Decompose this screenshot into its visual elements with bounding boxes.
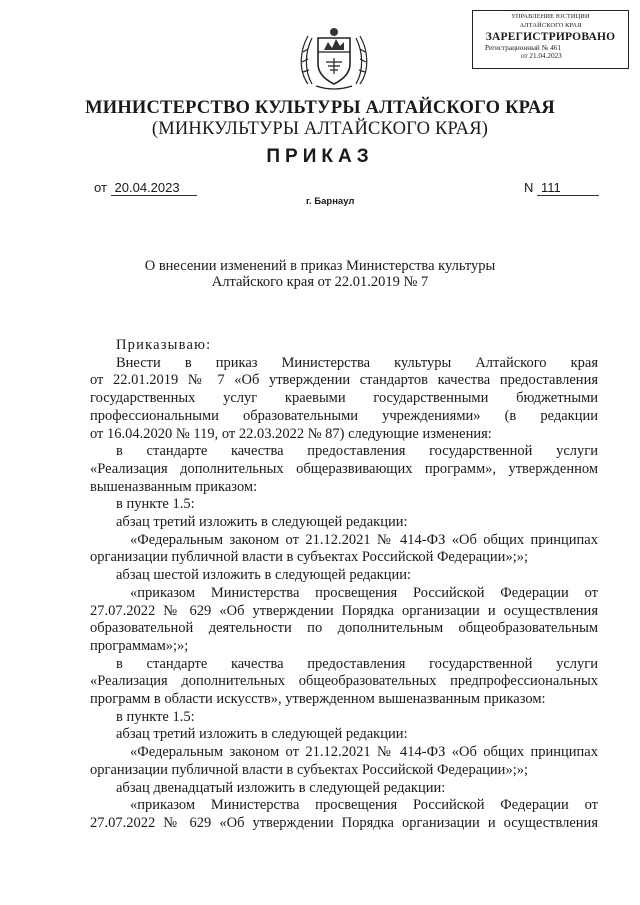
body-line: программ в области искусств», утвержденном вышеназванным приказом: <box>90 691 546 708</box>
body-line: абзац двенадцатый изложить в следующей редакции: <box>116 779 446 796</box>
stamp-org-line1: УПРАВЛЕНИЕ ЮСТИЦИИ <box>511 13 590 20</box>
body-line: Внести в приказ Министерства культуры Алтайского края <box>116 354 598 371</box>
body-line: абзац третий изложить в следующей редакции: <box>116 514 408 531</box>
date-value: 20.04.2023 <box>111 180 197 196</box>
body-line: образовательной деятельности по дополнительным общеобразовательным <box>90 620 598 637</box>
ministry-name: МИНИСТЕРСТВО КУЛЬТУРЫ АЛТАЙСКОГО КРАЯ <box>85 98 555 118</box>
order-date <box>94 180 197 196</box>
body-line: абзац шестой изложить в следующей редакции: <box>116 567 411 584</box>
body-line: вышеназванным приказом: <box>90 478 258 495</box>
body-line: «приказом Министерства просвещения Российской Федерации от <box>130 584 598 601</box>
stamp-org-line2: АЛТАЙСКОГО КРАЯ <box>519 22 582 29</box>
number-value: 111 <box>537 180 599 196</box>
body-line: программам»;»; <box>90 637 189 654</box>
city: г. Барнаул <box>306 196 355 207</box>
stamp-reg-number: Регистрационный № 461 <box>485 44 561 52</box>
body-line: 27.07.2022 № 629 «Об утверждении Порядка организации и осуществления <box>90 814 598 831</box>
registration-stamp <box>472 10 629 69</box>
body-line: «Реализация дополнительных общеобразовательных предпрофессиональных <box>90 673 598 690</box>
body-line: организации публичной власти в субъектах Российской Федерации»;»; <box>90 549 528 566</box>
body-line: профессиональными образовательными учреждениями» (в редакции <box>90 407 598 424</box>
body-line: в стандарте качества предоставления государственной услуги <box>116 655 598 672</box>
subject-line: О внесении изменений в приказ Министерства культуры <box>144 258 496 274</box>
body-line: Приказываю: <box>116 337 212 353</box>
document-type-title: ПРИКАЗ <box>266 146 374 167</box>
stamp-status: ЗАРЕГИСТРИРОВАНО <box>485 31 616 43</box>
body-line: «Федеральным законом от 21.12.2021 № 414-ФЗ «Об общих принципах <box>130 531 598 548</box>
date-prefix: от <box>94 180 107 195</box>
altai-krai-coat-of-arms-icon <box>296 22 372 92</box>
order-number <box>524 180 599 196</box>
body-line: в пункте 1.5: <box>116 496 195 513</box>
number-prefix: N <box>524 180 534 195</box>
body-line: в стандарте качества предоставления государственной услуги <box>116 443 598 460</box>
body-line: абзац третий изложить в следующей редакции: <box>116 726 408 743</box>
body-line: от 16.04.2020 № 119, от 22.03.2022 № 87) следующие изменения: <box>90 425 492 442</box>
body-line: государственных услуг краевыми государственными бюджетными <box>90 390 598 407</box>
body-line: «Реализация дополнительных общеразвивающих программ», утвержденном <box>90 460 598 477</box>
stamp-reg-date: от 21.04.2023 <box>521 52 562 60</box>
ministry-header <box>0 98 640 140</box>
body-line: от 22.01.2019 № 7 «Об утверждении стандартов качества предоставления <box>90 372 598 389</box>
order-body <box>90 337 598 833</box>
order-subject <box>0 258 640 290</box>
subject-line: Алтайского края от 22.01.2019 № 7 <box>211 274 429 290</box>
body-line: организации публичной власти в субъектах Российской Федерации»;»; <box>90 761 528 778</box>
body-line: «приказом Министерства просвещения Российской Федерации от <box>130 797 598 814</box>
body-line: 27.07.2022 № 629 «Об утверждении Порядка организации и осуществления <box>90 602 598 619</box>
body-line: «Федеральным законом от 21.12.2021 № 414-ФЗ «Об общих принципах <box>130 744 598 761</box>
body-line: в пункте 1.5: <box>116 708 195 725</box>
ministry-short-name: (МИНКУЛЬТУРЫ АЛТАЙСКОГО КРАЯ) <box>151 119 489 139</box>
